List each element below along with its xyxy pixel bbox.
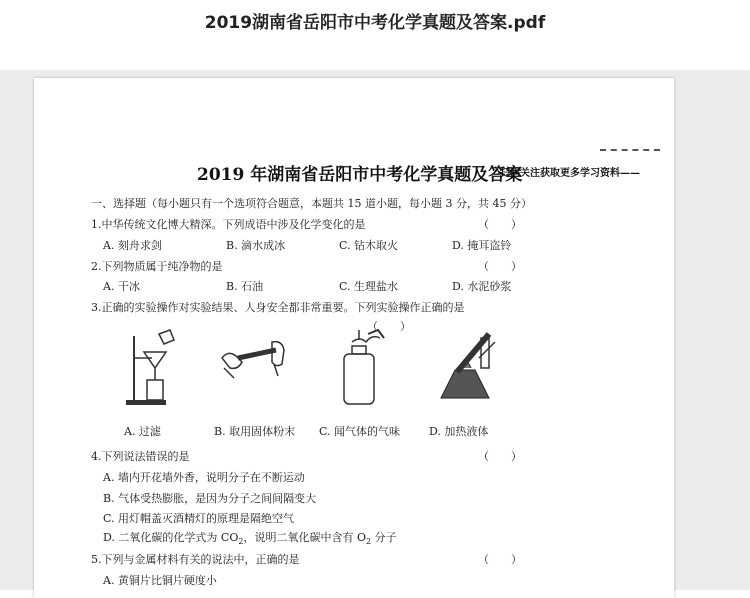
promo-banner[interactable]: 扫码关注获取更多学习资料—— (500, 168, 640, 179)
paper-title: 2019 年湖南省岳阳市中考化学真题及答案 (197, 165, 523, 185)
question-3-option-b: B. 取用固体粉末 (214, 425, 296, 438)
powder-illustration (214, 328, 294, 408)
answer-blank: （ ） (478, 553, 522, 566)
heating-liquid-illustration (429, 328, 509, 408)
question-4-option-d (103, 529, 397, 546)
question-4-stem: 4.下列说法错误的是 (91, 450, 190, 463)
subscript: 2 (365, 537, 372, 547)
question-2-option-d: D. 水泥砂浆 (452, 280, 512, 293)
option-d-text-2: ，说明二氧化碳中含有 O (243, 531, 366, 544)
question-2-option-c: C. 生理盐水 (339, 280, 399, 293)
option-d-text-3: 分子 (371, 531, 397, 544)
pdf-page (34, 78, 674, 598)
question-1-option-a: A. 刻舟求剑 (103, 239, 162, 252)
answer-blank: （ ） (478, 218, 522, 231)
title-bar (0, 0, 750, 70)
question-5-stem: 5.下列与金属材料有关的说法中，正确的是 (91, 553, 300, 566)
header-rule (600, 149, 660, 155)
question-3-option-c: C. 闻气体的气味 (319, 425, 401, 438)
question-4-option-c: C. 用灯帽盖灭酒精灯的原理是隔绝空气 (103, 512, 295, 525)
question-3-option-d: D. 加热液体 (429, 425, 489, 438)
subscript: 2 (238, 537, 244, 547)
question-1-option-c: C. 钻木取火 (339, 239, 399, 252)
option-d-text-1: D. 二氧化碳的化学式为 CO (103, 531, 239, 544)
answer-blank: （ ） (478, 450, 522, 463)
answer-blank: （ ） (478, 260, 522, 273)
question-3-option-a: A. 过滤 (124, 425, 161, 438)
smelling-gas-illustration (324, 328, 404, 408)
question-2-option-a: A. 干冰 (103, 280, 140, 293)
section-heading: 一、选择题（每小题只有一个选项符合题意，本题共 15 道小题，每小题 3 分，共 45 分） (91, 197, 532, 210)
question-2-stem: 2.下列物质属于纯净物的是 (91, 260, 223, 273)
question-1-option-b: B. 滴水成冰 (226, 239, 286, 252)
question-2-option-b: B. 石油 (226, 280, 264, 293)
question-4-option-b: B. 气体受热膨胀，是因为分子之间间隔变大 (103, 492, 317, 505)
question-5-option-a: A. 黄铜片比铜片硬度小 (103, 574, 217, 587)
question-1-option-d: D. 掩耳盗铃 (452, 239, 512, 252)
document-title: 2019湖南省岳阳市中考化学真题及答案.pdf (204, 13, 546, 33)
filtration-illustration (104, 328, 184, 408)
question-3-stem: 3.正确的实验操作对实验结果、人身安全都非常重要。下列实验操作正确的是 (91, 301, 465, 314)
question-1-stem: 1.中华传统文化博大精深。下列成语中涉及化学变化的是 (91, 218, 366, 231)
answer-blank: （ ） (367, 320, 411, 333)
question-4-option-a: A. 墙内开花墙外香，说明分子在不断运动 (103, 471, 305, 484)
